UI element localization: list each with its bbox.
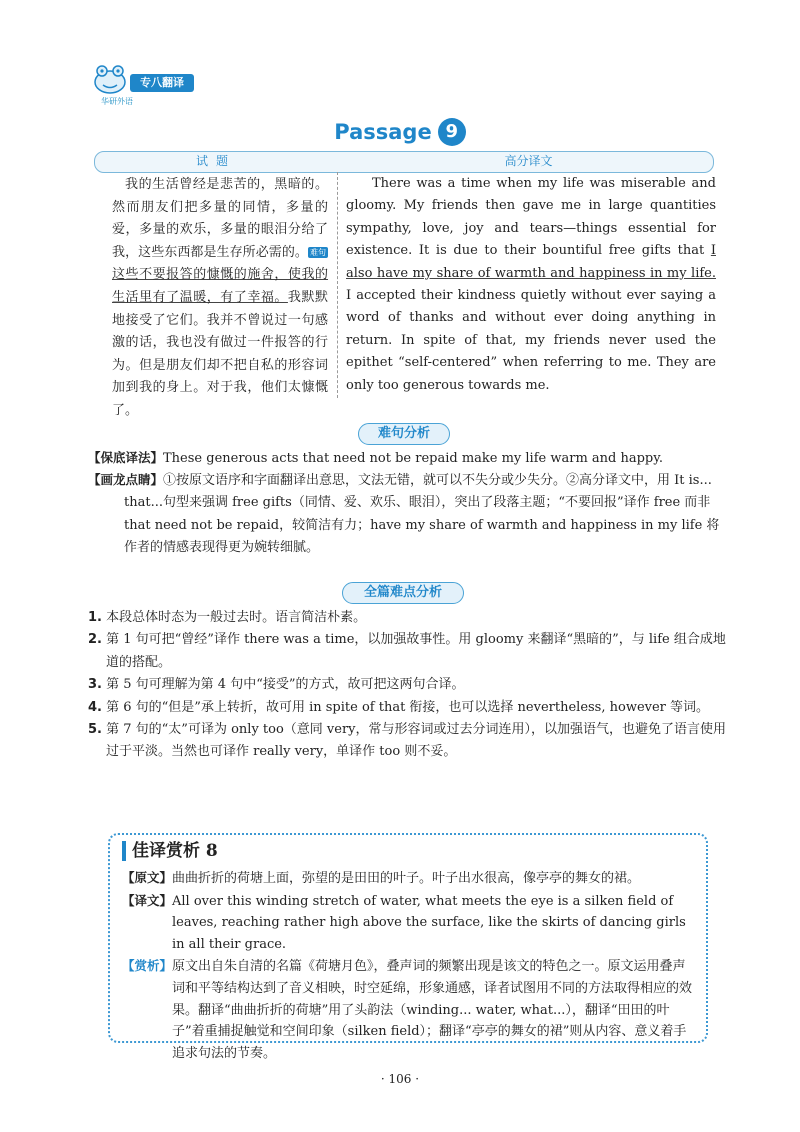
appreciation-comment-tag: 【赏析】 [122,958,173,974]
list-item-number: 2. [88,632,102,648]
list-item [88,674,728,696]
appreciation-source-tag: 【原文】 [122,870,173,885]
appreciation-comment-text: 原文出自朱自清的名篇《荷塘月色》，叠声词的频繁出现是该文的特色之一。原文运用叠声词和平等结构达到了音义相映，时空延绵，形象通感，译者试图用不同的方法取得相应的效果。翻译“曲曲折折的荷塘”用了头韵法（winding... water, what...），翻译“田田的叶子”着重捕捉触觉和空间印象（silken field）；翻译“亭亭的舞女的裙”则从内容、意义着手追求句法的节奏。 [172,959,693,1061]
source-text-part: 我默默地接受了它们。我并不曾说过一句感激的话，我也没有做过一件报答的行为。但是朋友们却不把自私的形容词加到我的身上。对于我，他们太慷慨了。 [112,289,328,418]
list-item-number: 3. [88,677,102,693]
source-text-part: 我的生活曾经是悲苦的，黑暗的。然而朋友们把多量的同情，多量的爱，多量的欢乐，多量的眼泪分给了我，这些东西都是生存所必需的。 [112,177,328,260]
appreciation-source-text: 曲曲折折的荷塘上面，弥望的是田田的叶子。叶子出水很高，像亭亭的舞女的裙。 [172,871,641,886]
appreciation-title-wrap [116,836,224,861]
list-item [88,629,728,674]
appreciation-translation-row [122,890,698,956]
translation-part: I accepted their kindness quietly without ever saying a word of thanks and without ever doing anything in return. In spite of that, my friends never used the epithet “self-centered” when referring to me. They are only too generous towards me. [346,288,716,393]
list-item-text: 第 5 句可理解为第 4 句中“接受”的方式，故可把这两句合译。 [106,677,465,693]
overall-analysis-heading: 全篇难点分析 [342,582,464,604]
list-item-number: 5. [88,722,102,738]
logo-icon [88,62,132,96]
list-item-number: 4. [88,699,102,715]
basic-translation [88,447,728,470]
translation-highlight: I also have my share of warmth and happiness in my life. [346,243,716,281]
highlight-analysis [88,469,728,560]
translation-part: There was a time when my life was miserable and gloomy. My friends then gave me in large quantities sympathy, love, joy and tears—things essential for existence. It is due to their bountiful free gifts that [346,176,716,259]
appreciation-comment-row [122,955,698,1064]
overall-analysis-list [88,607,728,764]
page-number: · 106 · [380,1072,420,1086]
appreciation-translation-tag: 【译文】 [122,892,173,908]
passage-number-badge: 9 [438,118,466,146]
column-label-translation: 高分译文 [504,154,553,168]
passage-title-word: Passage [334,120,432,144]
source-text [112,174,328,423]
appreciation-source-row [122,867,698,890]
passage-title [0,118,800,146]
appreciation-title: 佳译赏析 8 [122,841,218,861]
highlight-text: ①按原文语序和字面翻译出意思，文法无错，就可以不失分或少失分。②高分译文中，用 It is... that...句型来强调 free gifts（同情、爱、欢乐、眼泪），突出了段落主题；“不要回报”译作 free 而非 that need not be repaid，较简洁有力；have my share of warmth and happiness in my life 将作者的情感表现得更为婉转细腻。 [124,473,720,556]
list-item [88,697,728,719]
basic-translation-tag: 【保底译法】 [88,450,164,465]
list-item-text: 第 6 句的“但是”承上转折，故可用 in spite of that 衔接，也可以选择 nevertheless, however 等词。 [106,699,710,715]
difficult-sentence-badge: 难句 [310,247,326,257]
source-difficult-sentence: 这些不要报答的慷慨的施舍，使我的生活里有了温暖，有了幸福。 [112,267,328,305]
logo-text: 华研外语 [101,97,133,106]
basic-translation-text: These generous acts that need not be repaid make my life warm and happy. [163,451,664,466]
series-tag: 专八翻译 [130,74,194,92]
list-item-text: 第 1 句可把“曾经”译作 there was a time，以加强故事性。用 gloomy 来翻译“黑暗的”，与 life 组合成地道的搭配。 [106,632,726,670]
list-item-text: 第 7 句的“太”可译为 only too（意同 very，常与形容词或过去分词连用），以加强语气，也避免了语言使用过于平淡。当然也可译作 really very，单译作 too 则不妥。 [106,722,727,760]
appreciation-translation-text: All over this winding stretch of water, what meets the eye is a silken field of leaves, reaching rather high above the surface, like the skirts of dancing girls in all their grace. [172,893,686,952]
translation-text [346,173,716,397]
list-item [88,719,728,764]
column-divider [337,172,338,398]
appreciation-body [122,867,698,1064]
column-label-question: 试题 [195,154,236,168]
difficult-sentence-heading: 难句分析 [358,423,450,445]
list-item [88,607,728,629]
highlight-tag: 【画龙点睛】 [88,472,164,487]
list-item-text: 本段总体时态为一般过去时。语言简洁朴素。 [106,610,367,625]
list-item-number: 1. [88,610,102,625]
